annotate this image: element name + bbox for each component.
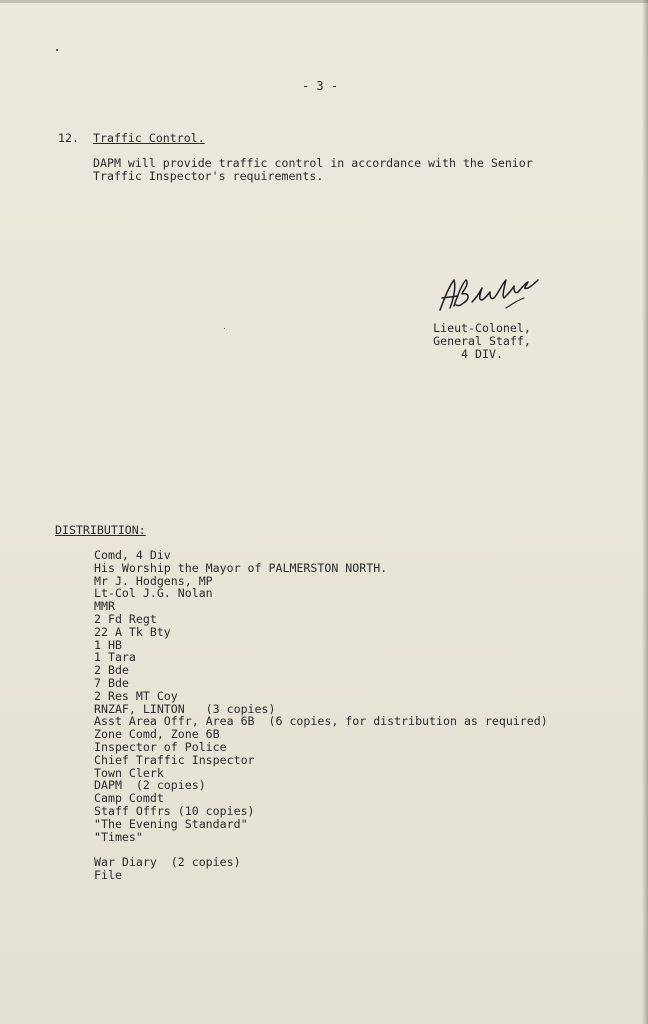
distribution-item: 2 Bde [94,663,129,678]
distribution-item: Camp Comdt [94,791,164,806]
distribution-item: DAPM (2 copies) [94,778,206,793]
section-paragraph [93,157,613,183]
distribution-item: 7 Bde [94,675,129,690]
distribution-item: Comd, 4 Div [94,548,171,562]
distribution-item: 2 Fd Regt [94,611,157,626]
paper-right-edge-shadow [642,0,648,1024]
distribution-item: Zone Comd, Zone 6B [94,727,220,742]
distribution-item: File [94,867,122,882]
distribution-item: 2 Res MT Coy [94,688,178,703]
signatory-unit: 4 DIV. [461,346,503,361]
distribution-item: Chief Traffic Inspector [94,752,255,767]
distribution-item: Mr J. Hodgens, MP [94,573,213,588]
signature-block [420,322,544,360]
distribution-list [94,549,634,882]
distribution-item: His Worship the Mayor of PALMERSTON NORTH. [94,560,388,575]
signatory-branch: General Staff, [433,333,531,348]
paper-speck [224,328,225,329]
distribution-item: Staff Offrs (10 copies) [94,803,255,818]
distribution-item: Lt-Col J.G. Nolan [94,586,213,601]
handwritten-signature [432,272,542,318]
distribution-item: 1 Tara [94,650,136,665]
section-title: Traffic Control. [93,131,205,145]
signature-stroke [442,296,458,298]
paragraph-line: Traffic Inspector's requirements. [93,168,324,183]
distribution-item: Town Clerk [94,765,164,780]
distribution-item: War Diary (2 copies) [94,855,241,870]
distribution-heading: DISTRIBUTION: [55,523,146,537]
distribution-item: 1 HB [94,637,122,652]
distribution-item: MMR [94,599,115,614]
paper-speck [56,49,58,51]
distribution-item: RNZAF, LINTON (3 copies) [94,701,276,716]
paragraph-line: DAPM will provide traffic control in accordance with the Senior [93,156,533,170]
paper-top-edge [0,0,648,3]
distribution-item: Inspector of Police [94,739,227,754]
distribution-item: "The Evening Standard" [94,816,248,831]
section-number: 12. [58,131,79,145]
distribution-item: "Times" [94,829,143,844]
distribution-item: 22 A Tk Bty [94,624,171,639]
signature-stroke [454,280,468,306]
signature-stroke [506,298,524,308]
distribution-item: Asst Area Offr, Area 6B (6 copies, for distribution as required) [94,714,548,729]
signature-stroke [440,280,455,310]
signature-stroke [472,280,538,302]
page-number: - 3 - [301,79,339,93]
signatory-rank: Lieut-Colonel, [433,321,531,335]
